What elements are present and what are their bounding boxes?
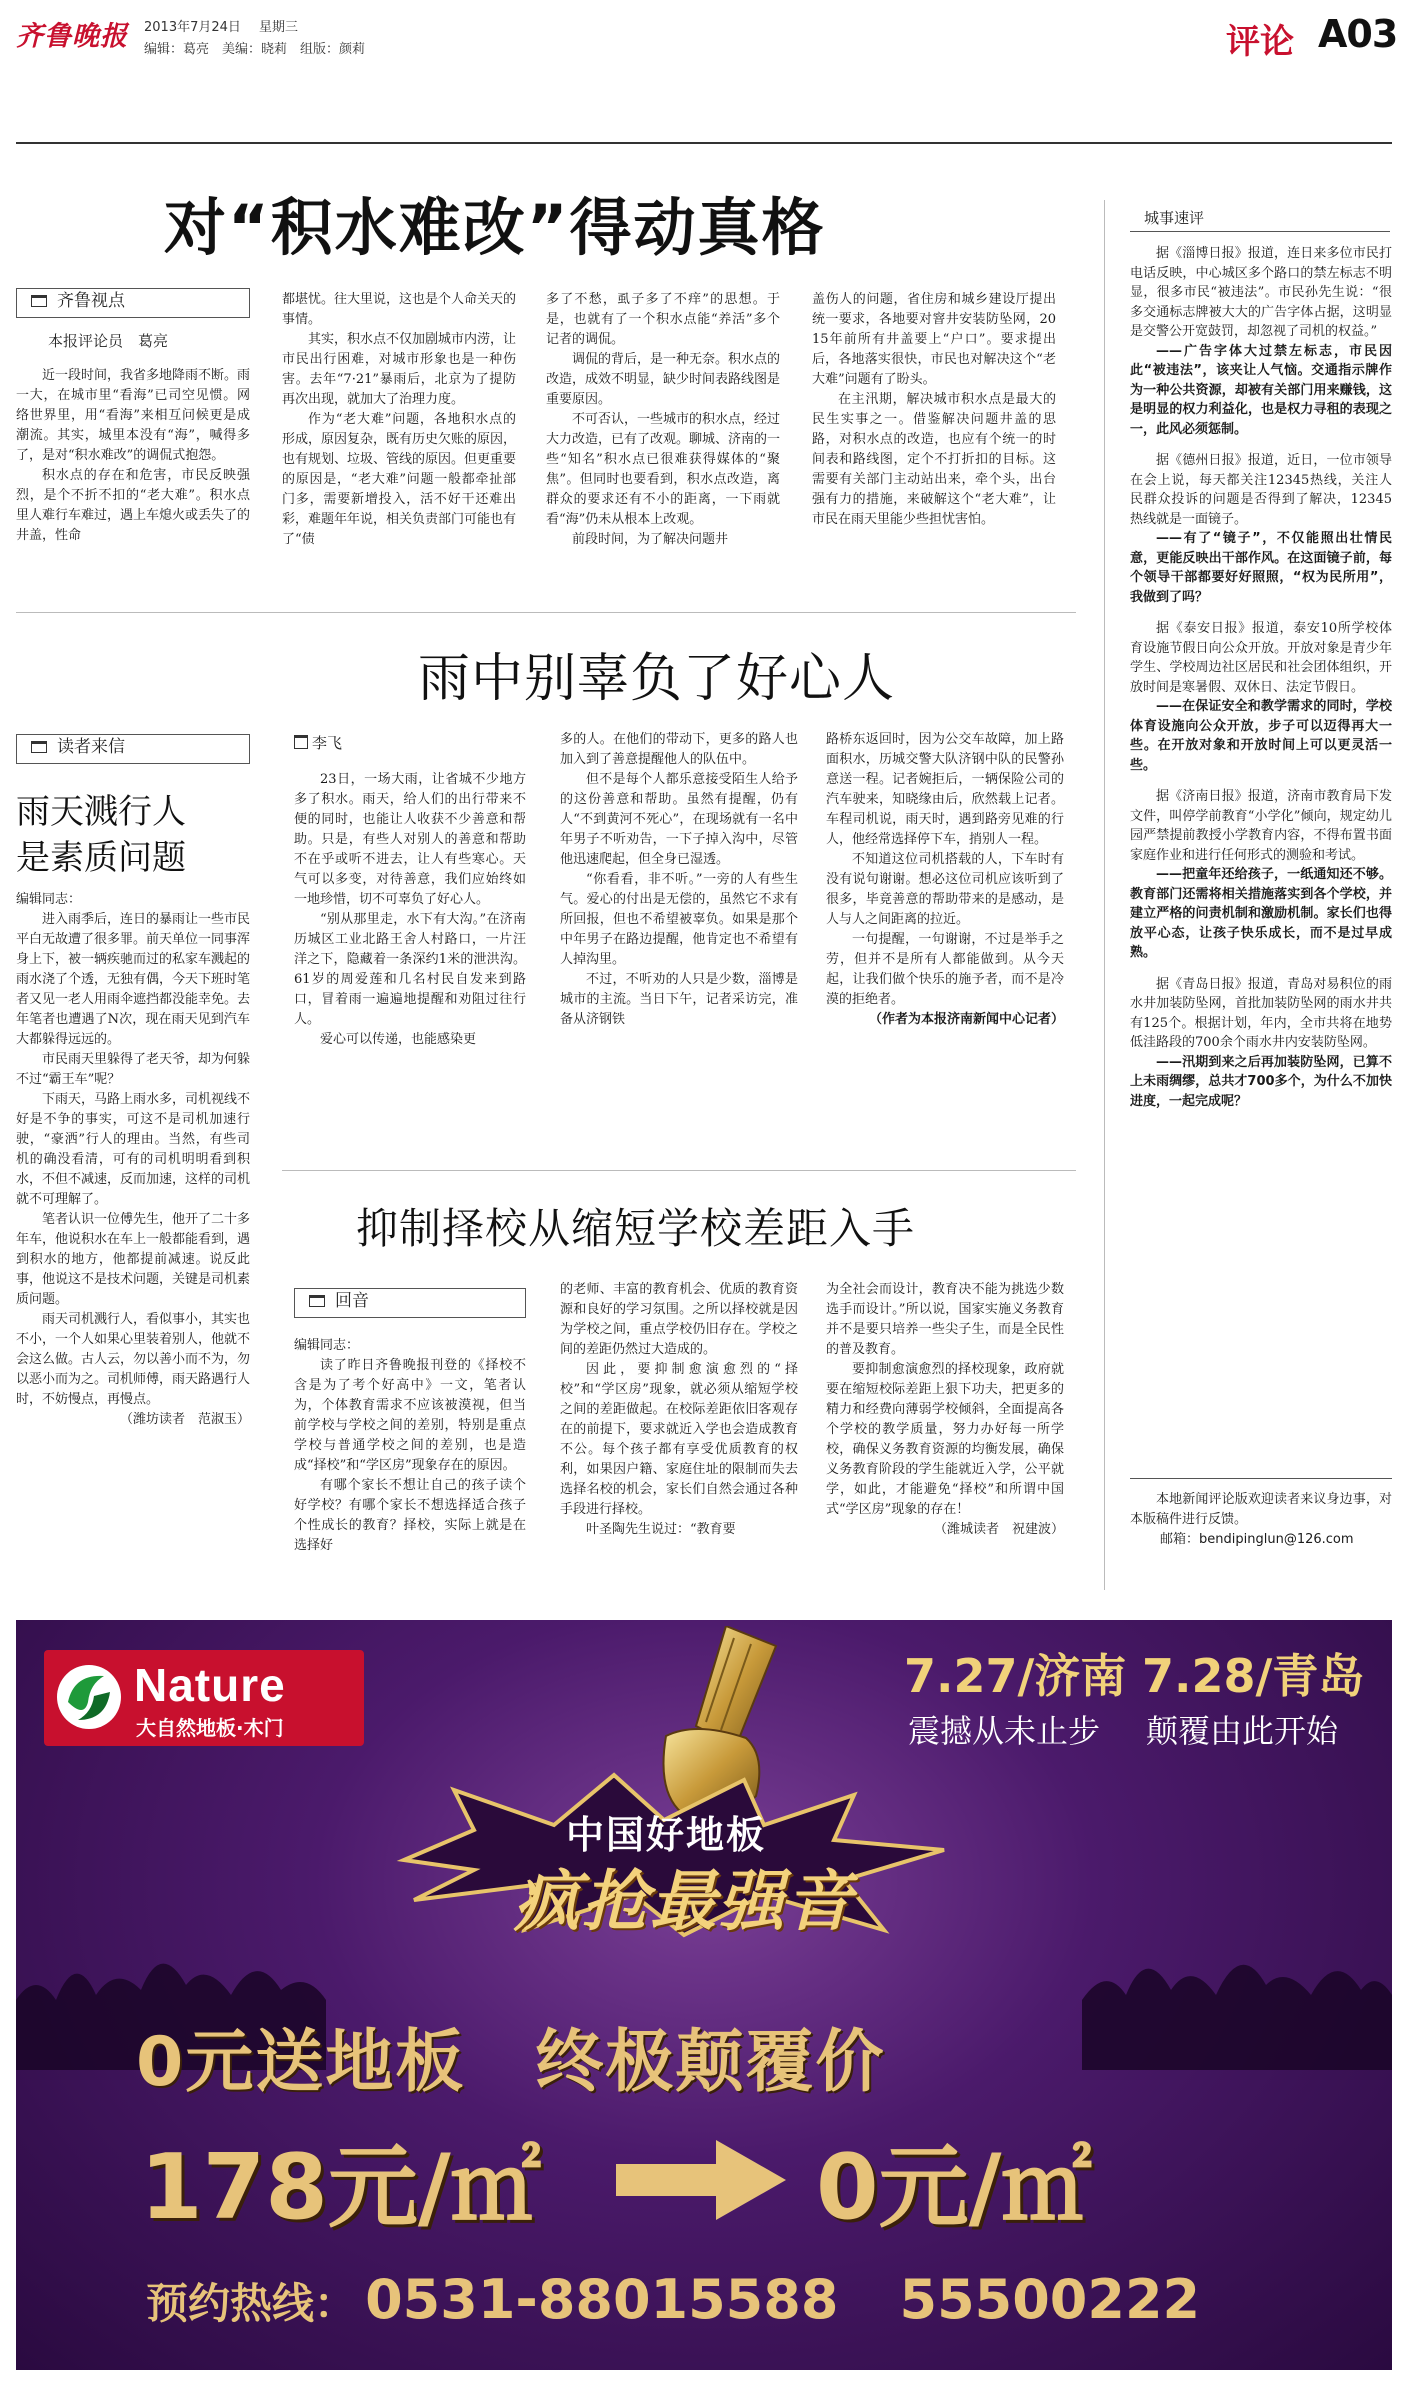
price-new: 0元/㎡ (816, 2135, 1092, 2240)
paragraph: 多了不愁，虱子多了不痒”的思想。于是，也就有了一个积水点能“养活”多个记者的调侃。 (546, 292, 780, 347)
sidebar-footer (1130, 1490, 1392, 1570)
article1-headline: 对“积水难改”得动真格 (164, 191, 826, 264)
arrow-right-icon (616, 2140, 786, 2220)
sidebar-title-label: 城事速评 (1144, 209, 1205, 227)
newspaper-icon (294, 735, 308, 749)
paragraph: 在主汛期，解决城市积水点是最大的民生实事之一。借鉴解决问题井盖的思路，对积水点的改造，也应有个统一的时间表和路线图，定个不打折扣的目标。这需要有关部门主动站出来，牵个头，出台强有力的措施，来破解这个“老大难”，让市民在雨天里能少些担忧害怕。 (812, 392, 1056, 527)
event-date-qingdao: 7.28/青岛 (1142, 1649, 1365, 1703)
leaf-swirl-icon (54, 1662, 124, 1732)
paragraph: 作为“老大难”问题，各地积水点的形成，原因复杂，既有历史欠账的原因，也有规划、垃圾、管线的原因。但更重要的原因是，“老大难”问题一般都牵扯部门多，需要新增投入，活不好干还难出彩，难题年年说，相关负责部门可能也有了“债 (282, 412, 516, 547)
price-original: 178元/㎡ (140, 2135, 541, 2240)
email-label: 邮箱： (1160, 1532, 1200, 1547)
article3-title-line1: 雨天溅行人 (16, 792, 186, 832)
section-divider (16, 612, 1076, 613)
sidebar-title (1130, 206, 1390, 232)
sidebar-report: 据《泰安日报》报道，泰安10所学校体育设施节假日向公众开放。开放对象是青少年学生、学校周边社区居民和社会团体组织，开放时间是寒暑假、双休日、法定节假日。 (1130, 621, 1392, 695)
article2-author (294, 732, 342, 753)
issue-date (144, 16, 298, 35)
sidebar-report: 据《德州日报》报道，近日，一位市领导在会上说，每天都关注12345热线，关注人民群众投诉的问题是否得到了解决，12345热线就是一面镜子。 (1130, 453, 1392, 527)
date-text: 2013年7月24日 (144, 20, 241, 35)
article4-col1 (294, 1336, 526, 1576)
signature: （潍城读者 祝建波） (933, 1522, 1064, 1537)
paragraph: 多的人。在他们的带动下，更多的路人也加入到了善意提醒他人的队伍中。 (560, 732, 798, 767)
article3-title-line2: 是素质问题 (16, 838, 186, 878)
article1-col1 (16, 366, 250, 590)
offer-headline: 0元送地板 终极颠覆价 (136, 2023, 886, 2102)
article4-headline: 抑制择校从缩短学校差距入手 (356, 1204, 916, 1253)
article2-col1 (294, 770, 526, 1150)
paragraph: 爱心可以传递，也能感染更 (320, 1032, 477, 1047)
sidebar-comment: ——有了“镜子”，不仅能照出壮情民意，更能反映出干部作风。在这面镜子前，每个领导干部都要好好照照，“权为民所用”，我做到了吗？ (1130, 531, 1392, 605)
event-date-jinan: 7.27/济南 (904, 1649, 1127, 1703)
brand-logo[interactable] (44, 1650, 364, 1746)
article4-tag-label: 回音 (335, 1291, 369, 1311)
paragraph: 雨天司机溅行人，看似事小，其实也不小，一个人如果心里装着别人，他就不会这么做。古人云，勿以善小而不为，勿以恶小而为之。司机师傅，雨天路遇行人时，不妨慢点，再慢点。 (16, 1312, 250, 1407)
masthead (0, 0, 1409, 70)
article1-tag-label: 齐鲁视点 (57, 291, 125, 311)
slogan-2: 颠覆由此开始 (1146, 1712, 1339, 1750)
salutation: 编辑同志： (294, 1338, 360, 1353)
hotline-label: 预约热线： (146, 2279, 357, 2328)
sidebar-comment: ——在保证安全和教学需求的同时，学校体育设施向公众开放，步子可以迈得再大一些。在开放对象和开放时间上可以更灵活一些。 (1130, 699, 1392, 773)
paragraph: 23日，一场大雨，让省城不少地方多了积水。雨天，给人们的出行带来不便的同时，也能让人收获不少善意和帮助。只是，有些人对别人的善意和帮助不在乎或听不进去，让人有些寒心。天气可以多变，对待善意，我们应始终如一地珍惜，切不可辜负了好心人。 (294, 772, 526, 907)
event-main-title: 疯抢最强音 (514, 1863, 854, 1940)
paragraph: 进入雨季后，连日的暴雨让一些市民平白无故遭了很多罪。前天单位一同事浑身上下，被一辆疾驰而过的私家车溅起的雨水浇了个透，无独有偶，今天下班时笔者又见一老人用雨伞遮挡都没能幸免。去年笔者也遭遇了N次，现在雨天见到汽车大都躲得远远的。 (16, 912, 250, 1047)
brand-name: Nature (134, 1659, 286, 1711)
paragraph: 盖伤人的问题，省住房和城乡建设厅提出统一要求，各地要对窨井安装防坠网，2015年前所有井盖要上“户口”。要求提出后，各地落实很快，市民也对解决这个“老大难”问题有了盼头。 (812, 292, 1056, 387)
article3-tag-label: 读者来信 (57, 737, 125, 757)
hotline-phone-1[interactable]: 0531-88015588 (365, 2268, 839, 2331)
paragraph: 积水点的存在和危害，市民反映强烈，是个不折不扣的“老大难”。积水点里人难行车难过，遇上车熄火或丢失了的井盖，性命 (16, 468, 250, 543)
event-top-title: 中国好地板 (566, 1813, 767, 1857)
sidebar-report: 据《青岛日报》报道，青岛对易积位的雨水井加装防坠网，首批加装防坠网的雨水井共有125个。根据计划，年内，全市共将在地势低洼路段的700余个雨水井内安装防坠网。 (1130, 976, 1392, 1050)
header-rule (16, 142, 1392, 144)
hotline[interactable] (146, 2268, 1200, 2331)
paragraph: 为全社会而设计，教育决不能为挑选少数选手而设计。”所以说，国家实施义务教育并不是要只培养一些尖子生，而是全民性的普及教育。 (826, 1282, 1064, 1357)
article2-col2 (560, 730, 798, 1150)
advertisement[interactable] (16, 1620, 1392, 2370)
paragraph: 不可否认，一些城市的积水点，经过大力改造，已有了改观。聊城、济南的一些“知名”积水点已很难获得媒体的“聚焦”。但同时也要看到，积水点改造，离群众的要求还有不小的距离，一下雨就看“海”仍未从根本上改观。 (546, 412, 780, 527)
sidebar-footer-text: 本地新闻评论版欢迎读者来议身边事，对本版稿件进行反馈。 (1130, 1492, 1392, 1527)
newspaper-logo: 齐鲁晚报 (16, 21, 128, 52)
page-number: A03 (1318, 12, 1398, 56)
paragraph: 叶圣陶先生说过：“教育要 (586, 1522, 736, 1537)
article1-tag (16, 288, 250, 318)
article4-tag (294, 1288, 526, 1318)
article1-col4 (812, 290, 1056, 590)
newspaper-icon (31, 295, 47, 307)
brand-name-cn: 大自然地板·木门 (136, 1716, 284, 1740)
paragraph: 因此，要抑制愈演愈烈的“择校”和“学区房”现象，就必须从缩短学校之间的差距做起。在校际差距依旧客观存在的前提下，要求就近入学也会造成教育不公。每个孩子都有享受优质教育的权利，如果因户籍、家庭住址的限制而失去选择名校的机会，家长们自然会通过各种手段进行择校。 (560, 1362, 798, 1517)
sidebar-body (1130, 244, 1392, 1544)
article1-col3 (546, 290, 780, 590)
article2-author-name: 李飞 (312, 734, 343, 752)
paragraph: 调侃的背后，是一种无奈。积水点的改造，成效不明显，缺少时间表路线图是重要原因。 (546, 352, 780, 407)
paragraph: “别从那里走，水下有大沟。”在济南历城区工业北路王舍人村路口，一片汪洋之下，隐藏着一条深约1米的泄洪沟。61岁的周爱莲和几名村民自发来到路口，冒着雨一遍遍地提醒和劝阻过往行人。 (294, 912, 526, 1027)
column-divider (1104, 200, 1105, 1590)
slogan-1: 震撼从未止步 (908, 1712, 1101, 1750)
email-address[interactable]: bendipinglun@126.com (1199, 1532, 1354, 1547)
newspaper-icon (31, 741, 47, 753)
sidebar-footer-rule (1130, 1478, 1392, 1479)
sidebar-comment: ——汛期到来之后再加装防坠网，已算不上未雨绸缪，总共才700多个，为什么不加快进度，一起完成呢？ (1130, 1054, 1392, 1109)
article3-tag (16, 734, 250, 764)
hotline-phone-2[interactable]: 55500222 (899, 2268, 1201, 2331)
paragraph: 但不是每个人都乐意接受陌生人给予的这份善意和帮助。虽然有提醒，仍有人“不到黄河不死心”，在现场就有一名中年男子不听劝告，一下子掉入沟中，尽管他迅速爬起，但全身已湿透。 (560, 772, 798, 867)
section-name: 评论 (1226, 22, 1294, 62)
paragraph: 不知道这位司机搭载的人，下车时有没有说句谢谢。想必这位司机应该听到了很多，毕竟善意的帮助带来的是感动，是人与人之间距离的拉近。 (826, 852, 1064, 927)
paragraph: 路桥东返回时，因为公交车故障，加上路面积水，历城交警大队济钢中队的民警孙意送一程。记者婉拒后，一辆保险公司的汽车驶来，知晓缘由后，欣然载上记者。车程司机说，雨天时，遇到路旁见难的行人，他经常选择停下车，捎别人一程。 (826, 732, 1064, 847)
paragraph: 一句提醒，一句谢谢，不过是举手之劳，但并不是所有人都能做到。从今天起，让我们做个快乐的施予者，而不是冷漠的拒绝者。 (826, 932, 1064, 1007)
paragraph: 读了昨日齐鲁晚报刊登的《择校不含是为了考个好高中》一文，笔者认为，个体教育需求不应该被漠视，但当前学校与学校之间的差别，特别是重点学校与普通学校之间的差别，也是造成“择校”和“学区房”现象存在的原因。 (294, 1358, 526, 1473)
article3-body (16, 890, 250, 1540)
sidebar-comment: ——把童年还给孩子，一纸通知还不够。教育部门还需将相关措施落实到各个学校，并建立严格的问责机制和激励机制。家长们也得放平心态，让孩子快乐成长，而不是过早成熟。 (1130, 867, 1392, 960)
article4-col3 (826, 1280, 1064, 1576)
paragraph: 笔者认识一位傅先生，他开了二十多年车，他说积水在车上一般都能看到，遇到积水的地方，他都提前减速。说反此事，他说这不是技术问题，关键是司机素质问题。 (16, 1212, 250, 1307)
article2-col3 (826, 730, 1064, 1150)
sidebar-email[interactable] (1130, 1530, 1392, 1550)
editor-credits: 编辑：葛亮 美编：晓莉 组版：颜莉 (144, 42, 366, 57)
article4-col2 (560, 1280, 798, 1576)
paragraph: 近一段时间，我省多地降雨不断。雨一大，在城市里“看海”已司空见惯。网络世界里，用“看海”来相互问候更是成潮流。其实，城里本没有“海”，喊得多了，是对“积水难改”的调侃式抱怨。 (16, 368, 250, 463)
newspaper-icon (309, 1295, 325, 1307)
section-divider (282, 1170, 1076, 1171)
signature: （潍坊读者 范淑玉） (119, 1412, 250, 1427)
paragraph: 其实，积水点不仅加剧城市内涝，让市民出行困难，对城市形象也是一种伤害。去年“7·21”暴雨后，北京为了提防再次出现，就加大了治理力度。 (282, 332, 516, 407)
sidebar-report: 据《淄博日报》报道，连日来多位市民打电话反映，中心城区多个路口的禁左标志不明显，很多市民“被违法”。市民孙先生说：“很多交通标志牌被大大的广告字体占据，这明显是交警公开宽鼓罚，却忽视了司机的权益。” (1130, 246, 1392, 339)
paragraph: 市民雨天里躲得了老天爷，却为何躲不过“霸王车”呢？ (16, 1052, 250, 1087)
article1-col2 (282, 290, 516, 590)
paragraph: 不过，不听劝的人只是少数，淄博是城市的主流。当日下午，记者采访完，准备从济钢铁 (560, 972, 798, 1027)
sidebar-comment: ——广告字体大过禁左标志，市民因此“被违法”，该夹让人气恼。交通指示牌作为一种公共资源，却被有关部门用来赚钱，这是明显的权力利益化，也是权力寻租的表现之一，此风必须惩制。 (1130, 343, 1392, 437)
paragraph: 前段时间，为了解决问题井 (572, 532, 729, 547)
article2-headline: 雨中别辜负了好心人 (418, 649, 896, 709)
paragraph: 要抑制愈演愈烈的择校现象，政府就要在缩短校际差距上狠下功夫，把更多的精力和经费向薄弱学校倾斜，全面提高各个学校的教学质量，努力办好每一所学校，确保义务教育资源的均衡发展，确保义务教育阶段的学生能就近入学，公平就学，如此，才能避免“择校”和所谓中国式“学区房”现象的存在！ (826, 1362, 1064, 1517)
article1-byline: 本报评论员 葛亮 (48, 332, 169, 350)
salutation: 编辑同志： (16, 892, 82, 907)
author-note: （作者为本报济南新闻中心记者） (868, 1012, 1064, 1027)
paragraph: 的老师、丰富的教育机会、优质的教育资源和良好的学习氛围。之所以择校就是因为学校之间，重点学校仍旧存在。学校之间的差距仍然过大造成的。 (560, 1282, 798, 1357)
sidebar-report: 据《济南日报》报道，济南市教育局下发文件，叫停学前教育“小学化”倾向，规定幼儿园严禁提前教授小学教育内容，不得布置书面家庭作业和进行任何形式的测验和考试。 (1130, 789, 1392, 863)
paragraph: “你看看，非不听。”一旁的人有些生气。爱心的付出是无偿的，虽然它不求有所回报，但也不希望被辜负。如果是那个中年男子在路边提醒，他肯定也不希望有人掉沟里。 (560, 872, 798, 967)
paragraph: 有哪个家长不想让自己的孩子读个好学校？有哪个家长不想选择适合孩子个性成长的教育？择校，实际上就是在选择好 (294, 1478, 526, 1553)
paragraph: 下雨天，马路上雨水多，司机视线不好是不争的事实，可这不是司机加速行驶，“豪洒”行人的理由。当然，有些司机的确没看清，可有的司机明明看到积水，不但不减速，反而加速，这样的司机就不可理解了。 (16, 1092, 250, 1207)
weekday-text: 星期三 (259, 20, 299, 35)
paragraph: 都堪忧。往大里说，这也是个人命关天的事情。 (282, 292, 516, 327)
